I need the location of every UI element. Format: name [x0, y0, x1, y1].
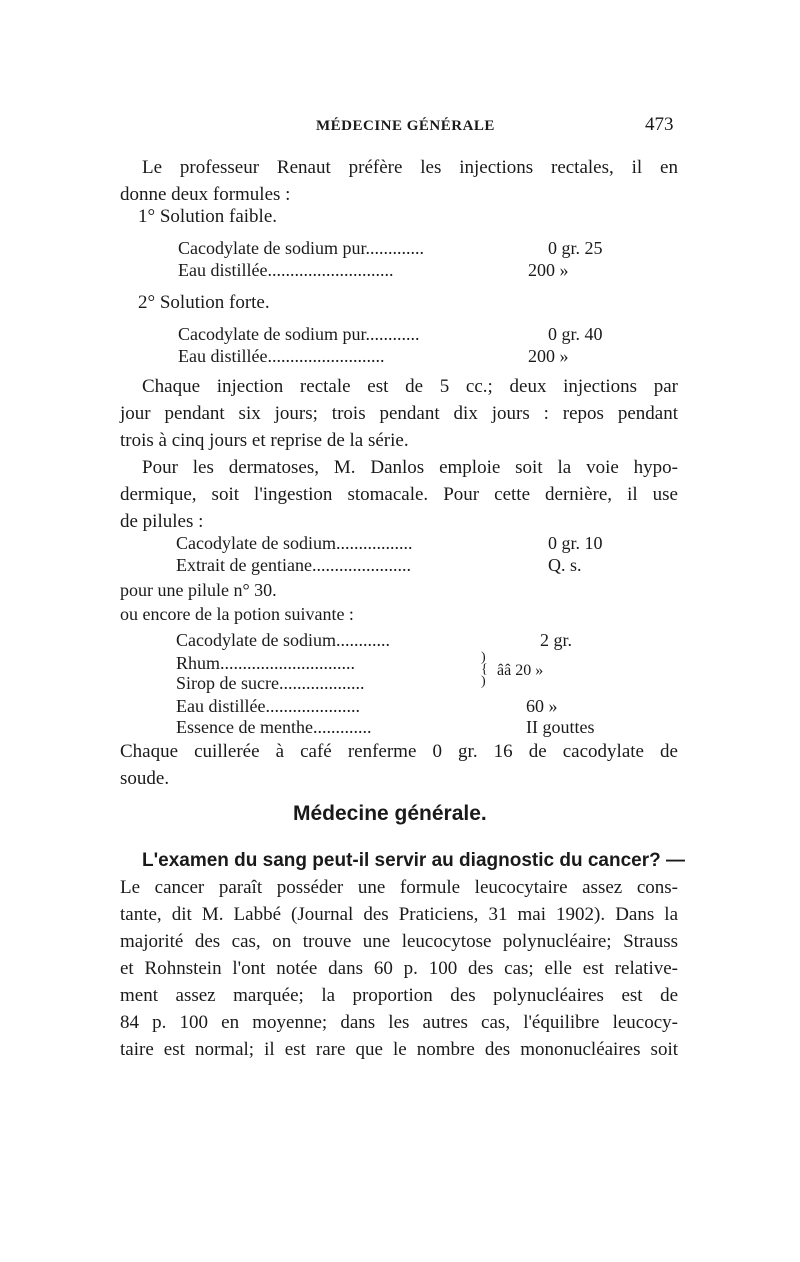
formula-item: Cacodylate de sodium............ [176, 630, 390, 650]
formula-item: Sirop de sucre................... [176, 673, 365, 693]
text-line: Chaque cuillerée à café renferme 0 gr. 16 de cacodylate de [120, 741, 678, 762]
brace-symbol: ) { ) [481, 650, 488, 689]
formula-qty: 0 gr. 25 [548, 238, 603, 258]
text-line: ment assez marquée; la proportion des polynucléaires est de [120, 985, 678, 1006]
potion-intro: ou encore de la potion suivante : [120, 604, 354, 624]
formula-qty: 60 » [526, 696, 558, 716]
formula-qty: 0 gr. 40 [548, 324, 603, 344]
formula-item: Essence de menthe............. [176, 717, 372, 737]
formula-qty: 200 » [528, 260, 569, 280]
pilule-note: pour une pilule n° 30. [120, 580, 277, 600]
text-line: de pilules : [120, 511, 204, 532]
paragraph-injection [120, 373, 678, 454]
paragraph-examen [120, 847, 685, 1063]
text-line: majorité des cas, on trouve une leucocytose polynucléaire; Strauss [120, 931, 678, 952]
text-line: trois à cinq jours et reprise de la série. [120, 430, 409, 451]
solution-2-title: 2° Solution forte. [138, 292, 270, 313]
text-line-lead [120, 847, 685, 874]
text-line: Le cancer paraît posséder une formule leucocytaire assez cons- [120, 877, 678, 898]
formula-item: Eau distillée............................ [178, 260, 394, 280]
paragraph-cuilleree [120, 738, 678, 792]
brace-qty: ââ 20 » [497, 662, 544, 679]
intro-paragraph [120, 154, 678, 208]
text-line: donne deux formules : [120, 184, 291, 205]
text-line: 84 p. 100 en moyenne; dans les autres cas, l'équilibre leucocy- [120, 1012, 678, 1033]
page-number: 473 [645, 114, 674, 135]
running-header: MÉDECINE GÉNÉRALE [316, 118, 495, 134]
text-line: Le professeur Renaut préfère les injections rectales, il en [142, 157, 678, 178]
formula-qty: 200 » [528, 346, 569, 366]
formula-item: Extrait de gentiane...................... [176, 555, 411, 575]
formula-item: Rhum.............................. [176, 653, 356, 673]
text-line: dermique, soit l'ingestion stomacale. Pour cette dernière, il use [120, 484, 678, 505]
formula-qty: II gouttes [526, 717, 595, 737]
text-line: Chaque injection rectale est de 5 cc.; deux injections par [142, 376, 678, 397]
text-line: taire est normal; il est rare que le nombre des mononucléaires soit [120, 1039, 678, 1060]
text-line: tante, dit M. Labbé (Journal des Praticiens, 31 mai 1902). Dans la [120, 904, 678, 925]
text-line: et Rohnstein l'ont notée dans 60 p. 100 des cas; elle est relative- [120, 958, 678, 979]
formula-item: Cacodylate de sodium pur............ [178, 324, 420, 344]
formula-item: Cacodylate de sodium pur............. [178, 238, 424, 258]
formula-qty: 2 gr. [540, 630, 573, 650]
text-line: soude. [120, 768, 170, 789]
solution-1-title: 1° Solution faible. [138, 206, 278, 227]
lead-title: L'examen du sang peut-il servir au diagnostic du cancer? — [142, 850, 685, 871]
formula-item: Eau distillée..................... [176, 696, 360, 716]
formula-item: Eau distillée.......................... [178, 346, 385, 366]
formula-item: Cacodylate de sodium................. [176, 533, 413, 553]
formula-qty: 0 gr. 10 [548, 533, 603, 553]
text-line: jour pendant six jours; trois pendant dix jours : repos pendant [120, 403, 678, 424]
paragraph-danlos [120, 454, 678, 535]
formula-qty: Q. s. [548, 555, 582, 575]
section-heading: Médecine générale. [293, 802, 487, 825]
text-line: Pour les dermatoses, M. Danlos emploie soit la voie hypo- [142, 457, 678, 478]
